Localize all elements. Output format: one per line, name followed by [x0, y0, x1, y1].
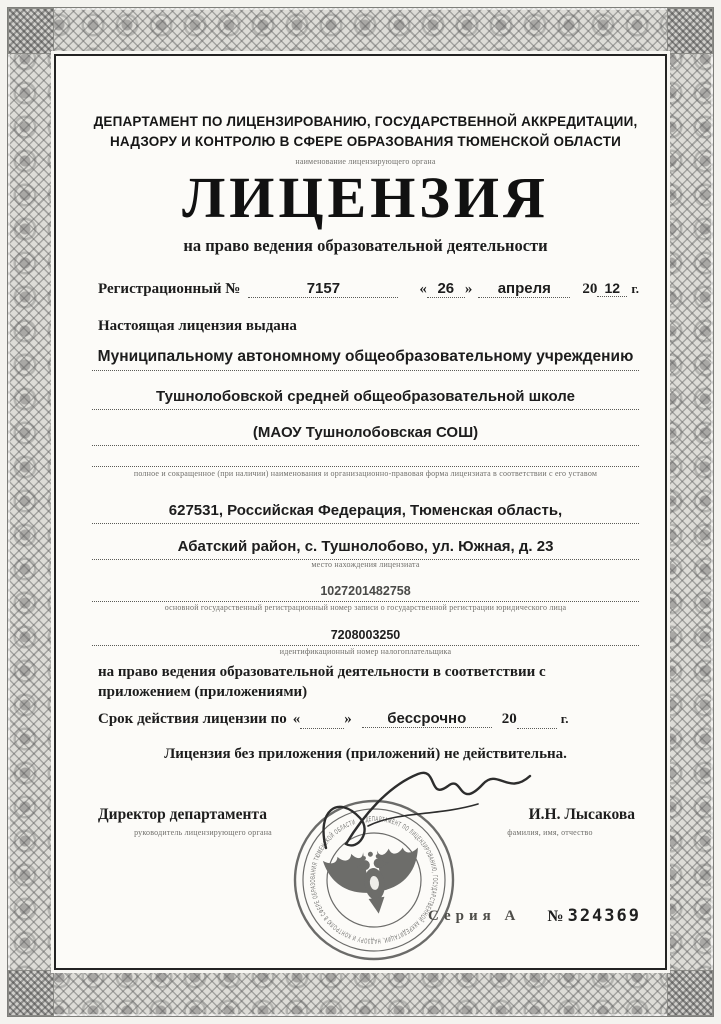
validity-g: г. — [560, 711, 569, 726]
address-line-1: 627531, Российская Федерация, Тюменская область, — [92, 502, 639, 524]
date-g: г. — [631, 281, 639, 296]
ogrn-caption: основной государственный регистрационный номер записи о государственной регистрации юридического лица — [164, 603, 567, 612]
issued-to-label: Настоящая лицензия выдана — [98, 318, 297, 334]
ogrn-number: 1027201482758 — [92, 584, 639, 602]
validity-quote-open: « — [292, 711, 301, 727]
seal-ring-text: ДЕПАРТАМЕНТ ПО ЛИЦЕНЗИРОВАНИЮ, ГОСУДАРСТВЕННОЙ АККРЕДИТАЦИИ, НАДЗОРУ И КОНТРОЛЮ В СФЕРЕ ОБРАЗОВАНИЯ ТЮМЕНСКОЙ ОБЛАСТИ — [309, 815, 439, 945]
signature-icon — [308, 756, 538, 866]
issuer-line-2: НАДЗОРУ И КОНТРОЛЮ В СФЕРЕ ОБРАЗОВАНИЯ ТЮМЕНСКОЙ ОБЛАСТИ — [109, 133, 622, 149]
date-quote-open: « — [419, 281, 427, 297]
validity-label: Срок действия лицензии по — [98, 711, 287, 727]
validity-row — [98, 710, 639, 729]
inn-caption: идентификационный номер налогоплательщика — [279, 647, 452, 656]
rights-text: на право ведения образовательной деятельности в соответствии с приложением (приложениями) — [98, 664, 546, 701]
note-text: Лицензия без приложения (приложений) не действительна. — [164, 746, 567, 762]
validity-year-prefix: 20 — [501, 711, 517, 727]
director-name: И.Н. Лысакова — [528, 806, 635, 823]
document-title: ЛИЦЕНЗИЯ — [182, 165, 549, 230]
director-caption: руководитель лицензирующего органа — [134, 828, 272, 837]
document-body — [54, 54, 667, 970]
number-label: № — [547, 908, 564, 925]
series-label: Серия А — [428, 908, 521, 924]
date-day: 26 — [427, 280, 465, 298]
registration-number: 7157 — [248, 280, 398, 298]
director-name-caption: фамилия, имя, отчество — [507, 828, 593, 837]
issuer-name — [92, 112, 639, 151]
director-label: Директор департамента — [98, 806, 267, 823]
validity-year-blank — [517, 710, 557, 729]
validity-value: бессрочно — [362, 710, 492, 728]
licensee-line-1: Муниципальному автономному общеобразовательному учреждению — [92, 348, 639, 371]
border-corner-ornament — [667, 970, 713, 1016]
border-corner-ornament — [8, 970, 54, 1016]
date-quote-close: » — [464, 281, 473, 297]
issuer-line-1: ДЕПАРТАМЕНТ ПО ЛИЦЕНЗИРОВАНИЮ, ГОСУДАРСТВЕННОЙ АККРЕДИТАЦИИ, — [93, 114, 638, 129]
date-year-prefix: 20 — [582, 281, 598, 297]
registration-label: Регистрационный № — [98, 281, 241, 297]
date-year-value: 12 — [597, 280, 627, 297]
border-corner-ornament — [8, 8, 54, 54]
number-value: 324369 — [567, 906, 641, 926]
address-line-2: Абатский район, с. Тушнолобово, ул. Южная, д. 23 — [92, 538, 639, 560]
issuer-caption: наименование лицензирующего органа — [295, 157, 436, 166]
document-subtitle: на право ведения образовательной деятельности — [183, 236, 548, 255]
registration-row — [98, 280, 639, 298]
address-caption: место нахождения лицензиата — [311, 560, 420, 569]
validity-day-blank — [300, 710, 344, 729]
licensee-line-2: Тушнолобовской средней общеобразовательной школе — [92, 388, 639, 410]
licensee-caption: полное и сокращенное (при наличии) наименования и организационно-правовая форма лицензиата в соответствии с его уставом — [92, 466, 639, 478]
date-month: апреля — [478, 280, 570, 298]
border-corner-ornament — [667, 8, 713, 54]
serial-number-group — [548, 906, 642, 926]
inn-number: 7208003250 — [92, 628, 639, 646]
validity-quote-close: » — [344, 711, 352, 727]
licensee-line-3: (МАОУ Тушнолобовская СОШ) — [92, 424, 639, 446]
